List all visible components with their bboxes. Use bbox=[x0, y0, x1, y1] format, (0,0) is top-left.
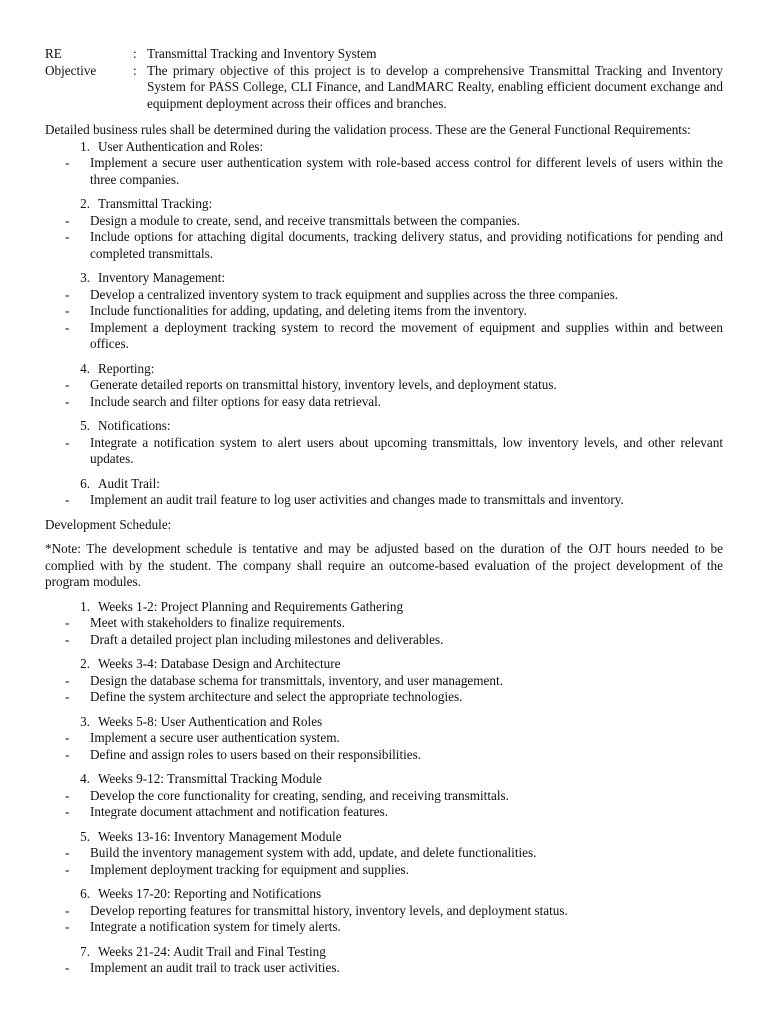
bullet-dash: - bbox=[65, 861, 70, 877]
requirement-item bbox=[45, 476, 723, 509]
bullet-dash: - bbox=[65, 229, 70, 244]
requirement-item-number bbox=[45, 418, 90, 435]
schedule-item-title: Weeks 21-24: Audit Trail and Final Testing bbox=[98, 943, 326, 959]
requirement-item-number bbox=[45, 361, 90, 378]
schedule-bullet bbox=[45, 615, 723, 632]
schedule-bullet-text: Implement an audit trail to track user activities. bbox=[90, 960, 340, 975]
bullet-dash: - bbox=[65, 960, 70, 975]
bullet-dash: - bbox=[65, 730, 70, 745]
schedule-bullet bbox=[45, 689, 723, 706]
requirement-item bbox=[45, 361, 723, 411]
re-label: RE bbox=[45, 46, 62, 61]
requirement-bullet-text: Include functionalities for adding, updating, and deleting items from the inventory. bbox=[90, 303, 527, 318]
bullet-dash: - bbox=[65, 787, 70, 803]
objective-colon: : bbox=[133, 62, 137, 78]
schedule-bullet bbox=[45, 919, 723, 936]
requirement-bullet-text: Develop a centralized inventory system to track equipment and supplies across the three companies. bbox=[90, 286, 619, 302]
schedule-bullet-text: Design the database schema for transmittals, inventory, and user management. bbox=[90, 672, 503, 688]
schedule-bullet bbox=[45, 903, 723, 920]
schedule-item-number bbox=[45, 886, 90, 903]
requirement-item-number-text: 4. bbox=[80, 360, 90, 376]
requirement-bullet bbox=[45, 394, 723, 411]
schedule-bullet-text: Meet with stakeholders to finalize requirements. bbox=[90, 615, 345, 630]
requirement-bullet bbox=[45, 320, 723, 353]
requirement-item-title: User Authentication and Roles: bbox=[98, 138, 264, 154]
schedule-item-heading bbox=[45, 599, 723, 616]
schedule-item-number-text: 3. bbox=[80, 713, 90, 729]
bullet-dash: - bbox=[65, 919, 70, 934]
requirement-item-title: Notifications: bbox=[98, 418, 171, 433]
bullet-dash: - bbox=[65, 212, 70, 228]
bullet-dash: - bbox=[65, 672, 70, 688]
schedule-item-heading bbox=[45, 656, 723, 673]
bullet-dash: - bbox=[65, 492, 70, 507]
requirement-bullet bbox=[45, 492, 723, 509]
requirement-bullet-text: Include search and filter options for easy data retrieval. bbox=[90, 393, 382, 409]
requirement-item-title: Audit Trail: bbox=[98, 475, 160, 491]
schedule-item-heading bbox=[45, 714, 723, 731]
bullet-dash: - bbox=[65, 845, 70, 860]
schedule-item bbox=[45, 599, 723, 649]
requirement-bullet-text: Include options for attaching digital documents, tracking delivery status, and providing notifications for pending and completed transmittals. bbox=[90, 229, 723, 261]
schedule-note: *Note: The development schedule is tentative and may be adjusted based on the duration of the OJT hours needed to be complied with by the student. The company shall require an outcome-based evaluation of the project development of the program modules. bbox=[45, 541, 723, 589]
bullet-dash: - bbox=[65, 303, 70, 318]
schedule-item bbox=[45, 829, 723, 879]
schedule-item-heading bbox=[45, 771, 723, 788]
schedule-item-title: Weeks 9-12: Transmittal Tracking Module bbox=[98, 771, 322, 786]
schedule-bullet bbox=[45, 747, 723, 764]
schedule-heading: Development Schedule: bbox=[45, 516, 172, 532]
requirement-item-number-text: 3. bbox=[80, 270, 90, 285]
requirement-item bbox=[45, 196, 723, 262]
schedule-item-number bbox=[45, 656, 90, 673]
schedule-bullet-text: Define the system architecture and select the appropriate technologies. bbox=[90, 689, 463, 704]
bullet-dash: - bbox=[65, 631, 70, 647]
schedule-bullet-text: Develop the core functionality for creating, sending, and receiving transmittals. bbox=[90, 787, 509, 803]
bullet-dash: - bbox=[65, 393, 70, 409]
schedule-item bbox=[45, 771, 723, 821]
requirement-bullet-text: Generate detailed reports on transmittal history, inventory levels, and deployment status. bbox=[90, 377, 557, 392]
schedule-bullet bbox=[45, 960, 723, 977]
schedule-item-title: Weeks 17-20: Reporting and Notifications bbox=[98, 886, 322, 901]
requirement-item-title: Transmittal Tracking: bbox=[98, 196, 213, 211]
objective-label: Objective bbox=[45, 62, 97, 78]
schedule-bullet-text: Develop reporting features for transmittal history, inventory levels, and deployment status. bbox=[90, 902, 568, 918]
requirement-item-heading bbox=[45, 139, 723, 156]
schedule-bullet-text: Integrate a notification system for timely alerts. bbox=[90, 919, 341, 934]
requirement-item-heading bbox=[45, 196, 723, 213]
bullet-dash: - bbox=[65, 319, 70, 335]
requirement-item bbox=[45, 418, 723, 468]
requirement-item-title: Reporting: bbox=[98, 360, 155, 376]
schedule-bullet-text: Implement deployment tracking for equipment and supplies. bbox=[90, 861, 409, 877]
schedule-bullet bbox=[45, 673, 723, 690]
schedule-list bbox=[45, 599, 723, 977]
schedule-bullet bbox=[45, 804, 723, 821]
schedule-item-title: Weeks 5-8: User Authentication and Roles bbox=[98, 713, 323, 729]
schedule-bullet-text: Integrate document attachment and notification features. bbox=[90, 804, 389, 819]
schedule-item bbox=[45, 656, 723, 706]
bullet-dash: - bbox=[65, 377, 70, 392]
schedule-bullet bbox=[45, 730, 723, 747]
requirement-item-number-text: 5. bbox=[80, 418, 90, 433]
schedule-item-number bbox=[45, 771, 90, 788]
schedule-item-number bbox=[45, 829, 90, 846]
requirement-item-number-text: 1. bbox=[80, 138, 90, 154]
requirement-bullet-text: Implement an audit trail feature to log user activities and changes made to transmittals and inventory. bbox=[90, 492, 624, 507]
schedule-item bbox=[45, 944, 723, 977]
bullet-dash: - bbox=[65, 746, 70, 762]
schedule-bullet bbox=[45, 845, 723, 862]
requirement-bullet bbox=[45, 303, 723, 320]
requirement-bullet bbox=[45, 377, 723, 394]
requirement-item-heading bbox=[45, 418, 723, 435]
re-value: Transmittal Tracking and Inventory System bbox=[147, 46, 377, 61]
schedule-item-number bbox=[45, 714, 90, 731]
schedule-bullet-text: Draft a detailed project plan including milestones and deliverables. bbox=[90, 631, 444, 647]
bullet-dash: - bbox=[65, 689, 70, 704]
requirement-bullet bbox=[45, 155, 723, 188]
requirement-bullet bbox=[45, 287, 723, 304]
requirement-item bbox=[45, 139, 723, 189]
schedule-bullet-text: Define and assign roles to users based on their responsibilities. bbox=[90, 746, 422, 762]
schedule-item-heading bbox=[45, 886, 723, 903]
schedule-bullet-text: Build the inventory management system with add, update, and delete functionalities. bbox=[90, 845, 537, 860]
requirements-intro: Detailed business rules shall be determined during the validation process. These are the General Functional Requirements: bbox=[45, 122, 691, 137]
requirement-item-number bbox=[45, 196, 90, 213]
schedule-item-number-text: 4. bbox=[80, 771, 90, 786]
schedule-item-title: Weeks 1-2: Project Planning and Requirements Gathering bbox=[98, 598, 404, 614]
schedule-bullet bbox=[45, 862, 723, 879]
requirement-item-number-text: 6. bbox=[80, 475, 90, 491]
requirement-item-heading bbox=[45, 270, 723, 287]
requirements-list bbox=[45, 139, 723, 509]
requirement-item bbox=[45, 270, 723, 353]
re-colon: : bbox=[133, 46, 137, 61]
schedule-item-number bbox=[45, 944, 90, 961]
schedule-item-number-text: 5. bbox=[80, 828, 90, 844]
schedule-item-number-text: 1. bbox=[80, 598, 90, 614]
requirement-item-heading bbox=[45, 361, 723, 378]
requirement-bullet-text: Implement a deployment tracking system to record the movement of equipment and supplies within and between offices. bbox=[90, 319, 723, 351]
schedule-item bbox=[45, 714, 723, 764]
schedule-item-number-text: 6. bbox=[80, 886, 90, 901]
schedule-bullet bbox=[45, 632, 723, 649]
re-row bbox=[45, 46, 723, 63]
requirement-item-number bbox=[45, 270, 90, 287]
requirement-item-number bbox=[45, 476, 90, 493]
bullet-dash: - bbox=[65, 804, 70, 819]
schedule-item-heading bbox=[45, 829, 723, 846]
requirement-bullet bbox=[45, 229, 723, 262]
schedule-item-number-text: 7. bbox=[80, 943, 90, 959]
requirement-bullet-text: Implement a secure user authentication system with role-based access control for different levels of users within the three companies. bbox=[90, 155, 723, 187]
schedule-bullet bbox=[45, 788, 723, 805]
schedule-item-number-text: 2. bbox=[80, 656, 90, 671]
requirement-bullet bbox=[45, 213, 723, 230]
schedule-item-title: Weeks 13-16: Inventory Management Module bbox=[98, 828, 342, 844]
requirement-bullet-text: Integrate a notification system to alert users about upcoming transmittals, low inventory levels, and other relevant updates. bbox=[90, 434, 723, 466]
bullet-dash: - bbox=[65, 615, 70, 630]
requirement-bullet-text: Design a module to create, send, and receive transmittals between the companies. bbox=[90, 212, 520, 228]
objective-value: The primary objective of this project is to develop a comprehensive Transmittal Tracking and Inventory System for PASS College, CLI Finance, and LandMARC Realty, enabling efficient document exchange and equipment deployment across their offices and branches. bbox=[147, 62, 723, 111]
bullet-dash: - bbox=[65, 434, 70, 450]
requirement-item-number-text: 2. bbox=[80, 196, 90, 211]
requirement-item-title: Inventory Management: bbox=[98, 270, 226, 285]
schedule-item-number bbox=[45, 599, 90, 616]
requirement-item-heading bbox=[45, 476, 723, 493]
requirement-item-number bbox=[45, 139, 90, 156]
objective-row bbox=[45, 63, 723, 113]
bullet-dash: - bbox=[65, 286, 70, 302]
bullet-dash: - bbox=[65, 902, 70, 918]
requirement-bullet bbox=[45, 435, 723, 468]
schedule-item-title: Weeks 3-4: Database Design and Architecture bbox=[98, 656, 341, 671]
schedule-bullet-text: Implement a secure user authentication system. bbox=[90, 730, 340, 745]
schedule-item-heading bbox=[45, 944, 723, 961]
document-page bbox=[45, 46, 723, 977]
bullet-dash: - bbox=[65, 155, 70, 170]
schedule-item bbox=[45, 886, 723, 936]
